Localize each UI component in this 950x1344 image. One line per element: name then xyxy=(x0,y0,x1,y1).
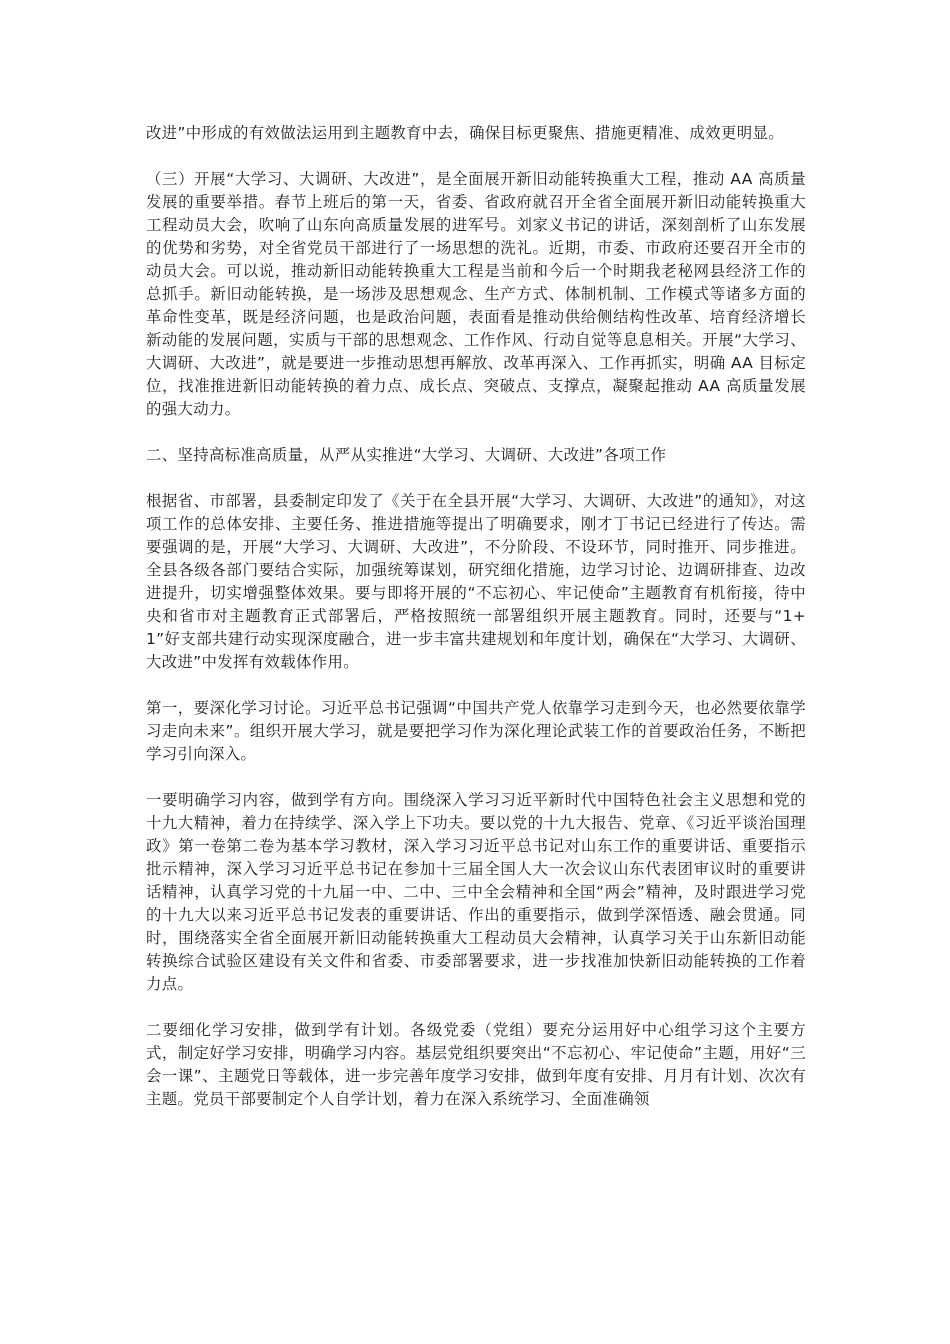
paragraph-section-three: （三）开展“大学习、大调研、大改进”，是全面展开新旧动能转换重大工程，推动 AA 高质量发展的重要举措。春节上班后的第一天，省委、省政府就召开全省全面展开新旧动能转换重大工程动员大会，吹响了山东向高质量发展的进军号。刘家义书记的讲话，深刻剖析了山东发展的优势和劣势，对全省党员干部进行了一场思想的洗礼。近期，市委、市政府还要召开全市的动员大会。可以说，推动新旧动能转换重大工程是当前和今后一个时期我老秘网县经济工作的总抓手。新旧动能转换，是一场涉及思想观念、生产方式、体制机制、工作模式等诸多方面的革命性变革，既是经济问题，也是政治问题，表面看是推动供给侧结构性改革、培育经济增长新动能的发展问题，实质与干部的思想观念、工作作风、行动自觉等息息相关。开展“大学习、大调研、大改进”，就是要进一步推动思想再解放、改革再深入、工作再抓实，明确 AA 目标定位，找准推进新旧动能转换的着力点、成长点、突破点、支撑点，凝聚起推动 AA 高质量发展的强大动力。 xyxy=(146,170,806,418)
paragraph-deployment: 根据省、市部署，县委制定印发了《关于在全县开展“大学习、大调研、大改进”的通知》，对这项工作的总体安排、主要任务、推进措施等提出了明确要求，刚才丁书记已经进行了传达。需要强调的是，开展“大学习、大调研、大改进”，不分阶段、不设环节，同时推开、同步推进。全县各级各部门要结合实际，加强统筹谋划，研究细化措施，边学习讨论、边调研排查、边改进提升，切实增强整体效果。要与即将开展的“不忘初心、牢记使命”主题教育有机衔接，待中央和省市对主题教育正式部署后，严格按照统一部署组织开展主题教育。同时，还要与“1+1”好支部共建行动实现深度融合，进一步丰富共建规划和年度计划，确保在“大学习、大调研、大改进”中发挥有效载体作用。 xyxy=(146,492,806,671)
section-heading-two: 二、坚持高标准高质量，从严从实推进“大学习、大调研、大改进”各项工作 xyxy=(146,446,667,464)
document-body xyxy=(146,122,806,1134)
paragraph-study-content: 一要明确学习内容，做到学有方向。围绕深入学习习近平新时代中国特色社会主义思想和党的十九大精神，着力在持续学、深入学上下功夫。要以党的十九大报告、党章、《习近平谈治国理政》第一卷第二卷为基本学习教材，深入学习习近平总书记对山东工作的重要讲话、重要指示批示精神，深入学习习近平总书记在参加十三届全国人大一次会议山东代表团审议时的重要讲话精神，认真学习党的十九届一中、二中、三中全会精神和全国“两会”精神，及时跟进学习党的十九大以来习近平总书记发表的重要讲话、作出的重要指示，做到学深悟透、融会贯通。同时，围绕落实全省全面展开新旧动能转换重大工程动员大会精神，认真学习关于山东新旧动能转换综合试验区建设有关文件和省委、市委部署要求，进一步找准加快新旧动能转换的工作着力点。 xyxy=(146,791,806,993)
paragraph-study-plan: 二要细化学习安排，做到学有计划。各级党委（党组）要充分运用好中心组学习这个主要方式，制定好学习安排，明确学习内容。基层党组织要突出“不忘初心、牢记使命”主题，用好“三会一课”、主题党日等载体，进一步完善年度学习安排，做到年度有安排、月月有计划、次次有主题。党员干部要制定个人自学计划，着力在深入系统学习、全面准确领 xyxy=(146,1021,806,1108)
paragraph-continuation: 改进”中形成的有效做法运用到主题教育中去，确保目标更聚焦、措施更精准、成效更明显。 xyxy=(146,124,784,142)
paragraph-first-point: 第一，要深化学习讨论。习近平总书记强调“中国共产党人依靠学习走到今天，也必然要依靠学习走向未来”。组织开展大学习，就是要把学习作为深化理论武装工作的首要政治任务，不断把学习引向深入。 xyxy=(146,699,806,763)
